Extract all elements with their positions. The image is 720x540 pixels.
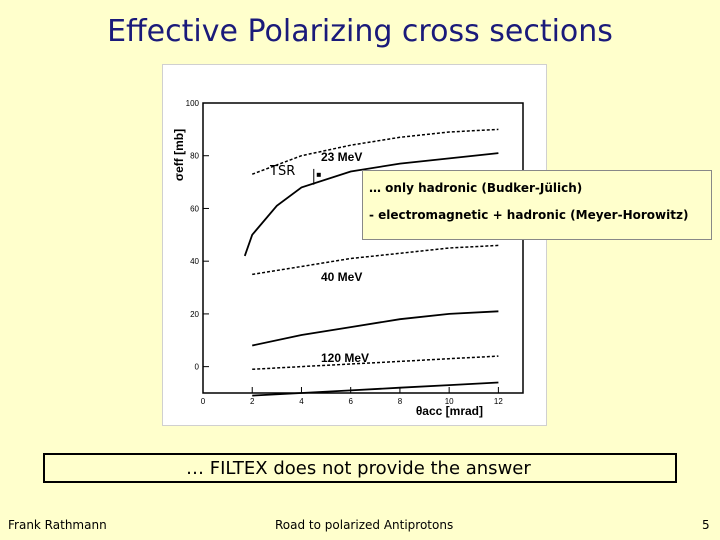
y-tick-label-2: 40 bbox=[190, 257, 199, 267]
y-tick-label-3: 60 bbox=[190, 204, 199, 214]
x-tick-label-3: 6 bbox=[348, 397, 353, 406]
xlabel: θacc [mrad] bbox=[415, 404, 483, 418]
x-tick-label-4: 8 bbox=[397, 397, 403, 406]
legend-em-hadronic: - electromagnetic + hadronic (Meyer-Horowitz) bbox=[369, 208, 689, 222]
x-tick-label-5: 10 bbox=[444, 397, 454, 406]
x-tick-label-1: 2 bbox=[250, 397, 255, 406]
conclusion-banner bbox=[43, 453, 677, 483]
banner-text: … FILTEX does not provide the answer bbox=[186, 458, 531, 479]
x-tick-label-2: 4 bbox=[299, 397, 304, 406]
y-tick-label-5: 100 bbox=[185, 99, 199, 108]
footer-topic: Road to polarized Antiprotons bbox=[275, 518, 454, 532]
series-line-3 bbox=[252, 311, 498, 345]
page-number: 5 bbox=[702, 518, 710, 532]
y-tick-label-1: 20 bbox=[190, 309, 199, 319]
footer-author: Frank Rathmann bbox=[8, 518, 107, 532]
tsr-label: TSR bbox=[270, 164, 296, 179]
plot-frame bbox=[203, 103, 523, 393]
series-line-2 bbox=[252, 245, 498, 274]
annotation-23mev: 23 MeV bbox=[321, 150, 363, 164]
cross-section-chart bbox=[163, 65, 546, 425]
x-tick-label-6: 12 bbox=[493, 397, 503, 406]
legend-box bbox=[362, 170, 712, 240]
ylabel: σeff [mb] bbox=[172, 128, 186, 182]
x-tick-label-0: 0 bbox=[200, 397, 206, 406]
series-line-4 bbox=[252, 356, 498, 369]
legend-hadronic: … only hadronic (Budker-Jülich) bbox=[369, 181, 583, 195]
annotation-120mev: 120 MeV bbox=[321, 351, 370, 365]
slide-title: Effective Polarizing cross sections bbox=[107, 14, 613, 49]
y-tick-label-4: 80 bbox=[190, 151, 199, 161]
annotation-40mev: 40 MeV bbox=[321, 270, 363, 284]
y-tick-label-0: 0 bbox=[194, 362, 199, 372]
tsr-marker bbox=[317, 173, 321, 177]
chart-figure bbox=[162, 64, 547, 426]
